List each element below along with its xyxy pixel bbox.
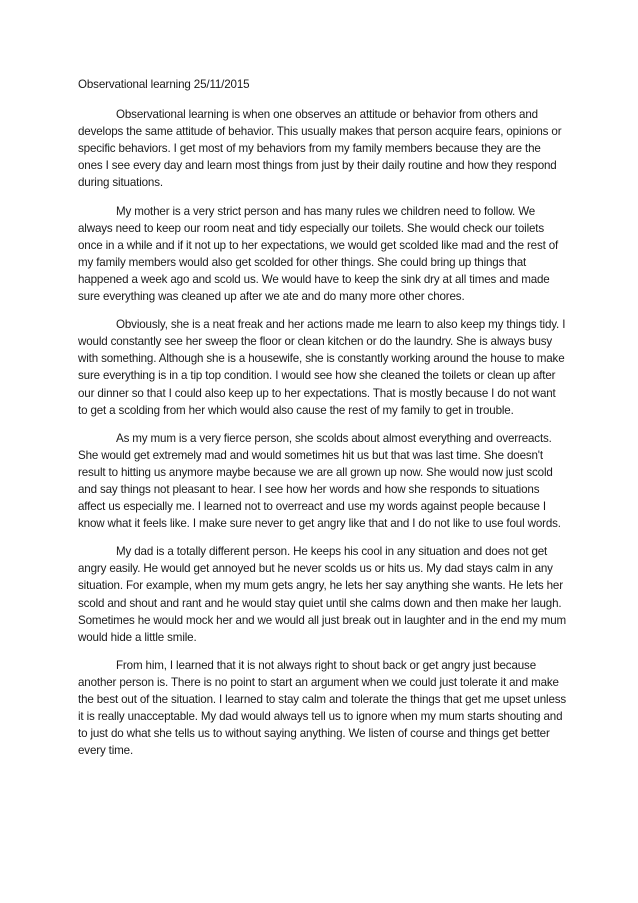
paragraph-mother-tidiness: Obviously, she is a neat freak and her actions made me learn to also keep my things tidy. I would constantly see her sweep the floor or clean kitchen or do the laundry. She is always busy with something. Although she is a housewife, she is constantly working around the house to make sure everything is in a tip top condition. I would see how she cleaned the toilets or clean up after our dinner so that I could also keep up to her expectations. That is mostly because I do not want to get a scolding from her which would also cause the rest of my family to get in trouble.: [78, 318, 566, 417]
document-title: Observational learning 25/11/2015: [78, 78, 250, 91]
paragraph-father-calm: My dad is a totally different person. He keeps his cool in any situation and does not get angry easily. He would get annoyed but he never scolds us or hits us. My dad stays calm in any situation. For example, when my mum gets angry, he lets her say anything she wants. He lets her scold and shout and rant and he would stay quiet until she calms down and then make her laugh. Sometimes he would mock her and we would all just break out in laughter and in the end my mum would hide a little smile.: [78, 545, 567, 644]
paragraph-mother-temper: As my mum is a very fierce person, she scolds about almost everything and overreacts. She would get extremely mad and would sometimes hit us but that was last time. She doesn't result to hitting us anymore maybe because we are all grown up now. She would now just scold and say things not pleasant to hear. I see how her words and how she responds to situations affect us especially me. I learned not to overreact and use my words against people because I know what it feels like. I make sure never to get angry like that and I do not like to use foul words.: [78, 431, 561, 531]
paragraph-mother-rules: My mother is a very strict person and has many rules we children need to follow. We always need to keep our room neat and tidy especially our toilets. She would check our toilets once in a while and if it not up to her expectations, we would get scolded like mad and the rest of my family members would also get scolded for other things. She could bring up things that happened a week ago and scold us. We would have to keep the sink dry at all times and made sure everything was cleaned up after we ate and do many more other chores.: [78, 204, 559, 304]
paragraph-lessons-from-father: From him, I learned that it is not always right to shout back or get angry just because another person is. There is no point to start an argument when we could just tolerate it and make the best out of the situation. I learned to stay calm and tolerate the things that get me upset unless it is really unacceptable. My dad would always tell us to ignore when my mum starts shouting and to just do what she tells us to without saying anything. We listen of course and things get better every time.: [78, 658, 567, 758]
paragraph-definition: Observational learning is when one observes an attitude or behavior from others and develops the same attitude of behavior. This usually makes that person acquire fears, opinions or specific behaviors. I get most of my behaviors from my family members because they are the ones I see every day and learn most things from just by their daily routine and how they respond during situations.: [78, 108, 562, 190]
